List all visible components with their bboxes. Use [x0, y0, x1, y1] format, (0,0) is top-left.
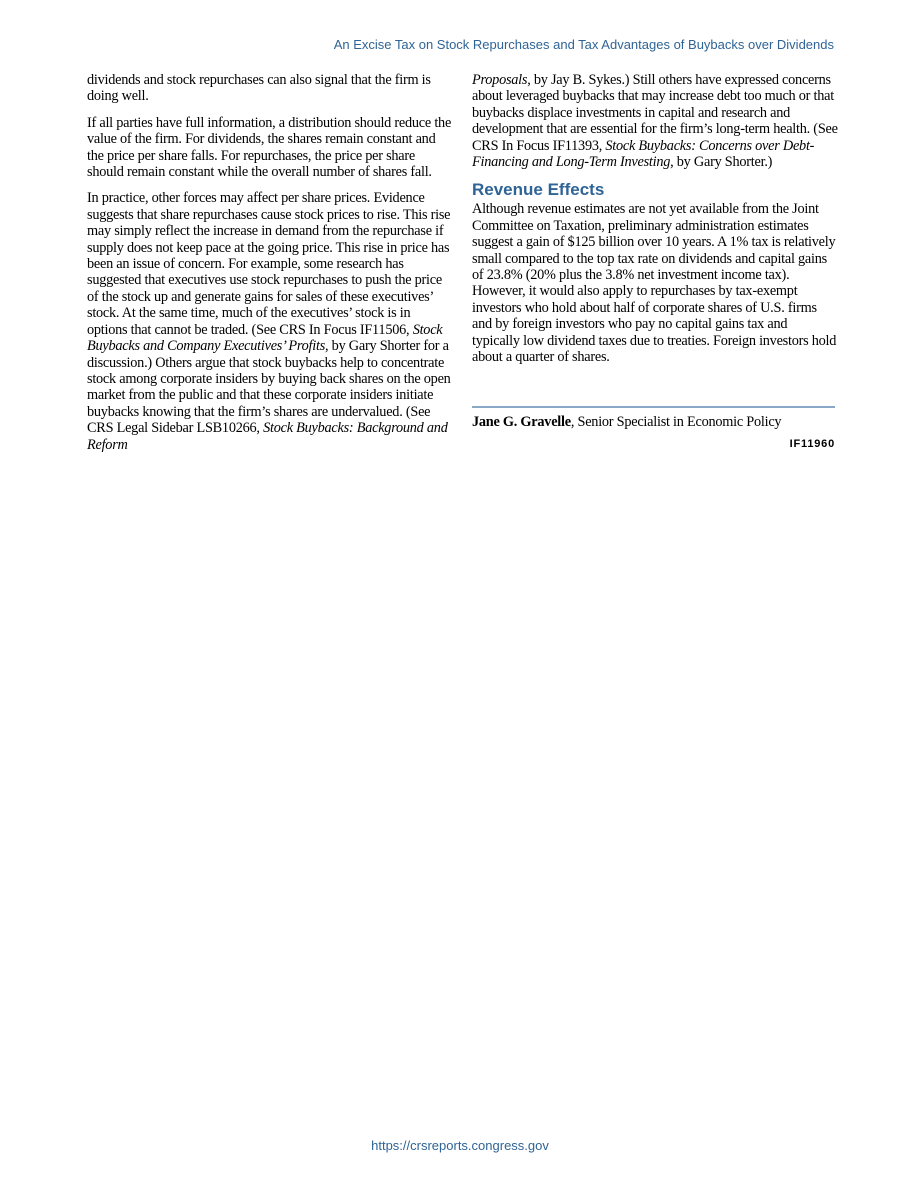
paragraph-proposals-text-a: , by Jay B. Sykes.) Still others have expressed concerns about leveraged buybacks that may increase debt too much or that buybacks displace investments in capital and research and development that are essential for the firm’s long-term health. (See CRS In Focus IF11393, [472, 72, 838, 154]
paragraph-proposals-text-b: , by Gary Shorter.) [670, 154, 773, 171]
footer-url-link[interactable]: https://crsreports.congress.gov [371, 1138, 549, 1153]
citation-if11393-title: Stock Buybacks: Concerns over Debt-Financing and Long-Term Investing [472, 137, 815, 171]
paragraph-revenue-estimates: Although revenue estimates are not yet available from the Joint Committee on Taxation, preliminary administration estimates suggest a gain of $125 billion over 10 years. A 1% tax is relatively small compared to the top tax rate on dividends and capital gains of 23.8% (20% plus the 3.8% net investment income tax). However, it would also apply to repurchases by tax-exempt investors who hold about half of corporate shares of U.S. firms and by foreign investors who pay no capital gains tax and typically low dividend taxes due to treaties. Foreign investors hold about a quarter of shares. [472, 201, 837, 366]
paragraph-in-practice-text-b: , by Gary Shorter for a discussion.) Others argue that stock buybacks help to concentrate stock among corporate insiders by buying back shares on the open market from the public and that these corporate insiders initiate buybacks knowing that the firm’s shares are undervalued. (See CRS Legal Sidebar LSB10266, [87, 338, 451, 437]
paragraph-signal: dividends and stock repurchases can also signal that the firm is doing well. [87, 72, 431, 105]
citation-lsb10266-title-start: Stock Buybacks: Background and Reform [87, 420, 448, 453]
author-title: , Senior Specialist in Economic Policy [570, 413, 782, 430]
author-divider [472, 406, 835, 408]
paragraph-proposals [472, 72, 838, 170]
citation-if11506-title: Stock Buybacks and Company Executives’ Profits [87, 321, 443, 355]
author-name: Jane G. Gravelle [472, 413, 571, 430]
paragraph-in-practice-text-a: In practice, other forces may affect per share prices. Evidence suggests that share repurchases cause stock prices to rise. This rise may simply reflect the increase in demand from the repurchase if supply does not keep pace at the going price. This rise in price has been an issue of concern. For example, some research has suggested that executives use stock repurchases to push the price of the stock up and generate gains for sales of these executives’ stock. At the same time, much of the executives’ stock is in options that cannot be traded. (See CRS In Focus IF11506, [87, 190, 451, 338]
paragraph-full-information: If all parties have full information, a distribution should reduce the value of the firm. For dividends, the shares remain constant and the price per share falls. For repurchases, the price per share should remain constant while the overall number of shares fall. [87, 114, 452, 181]
author-line [472, 414, 838, 430]
left-column [87, 72, 453, 469]
section-heading-revenue-effects: Revenue Effects [472, 180, 605, 200]
report-id: IF11960 [789, 437, 835, 450]
citation-lsb10266-title-end: Proposals [472, 72, 528, 88]
right-column [472, 72, 838, 452]
running-header-title: An Excise Tax on Stock Repurchases and Tax Advantages of Buybacks over Dividends [333, 37, 834, 52]
paragraph-in-practice [87, 190, 453, 453]
